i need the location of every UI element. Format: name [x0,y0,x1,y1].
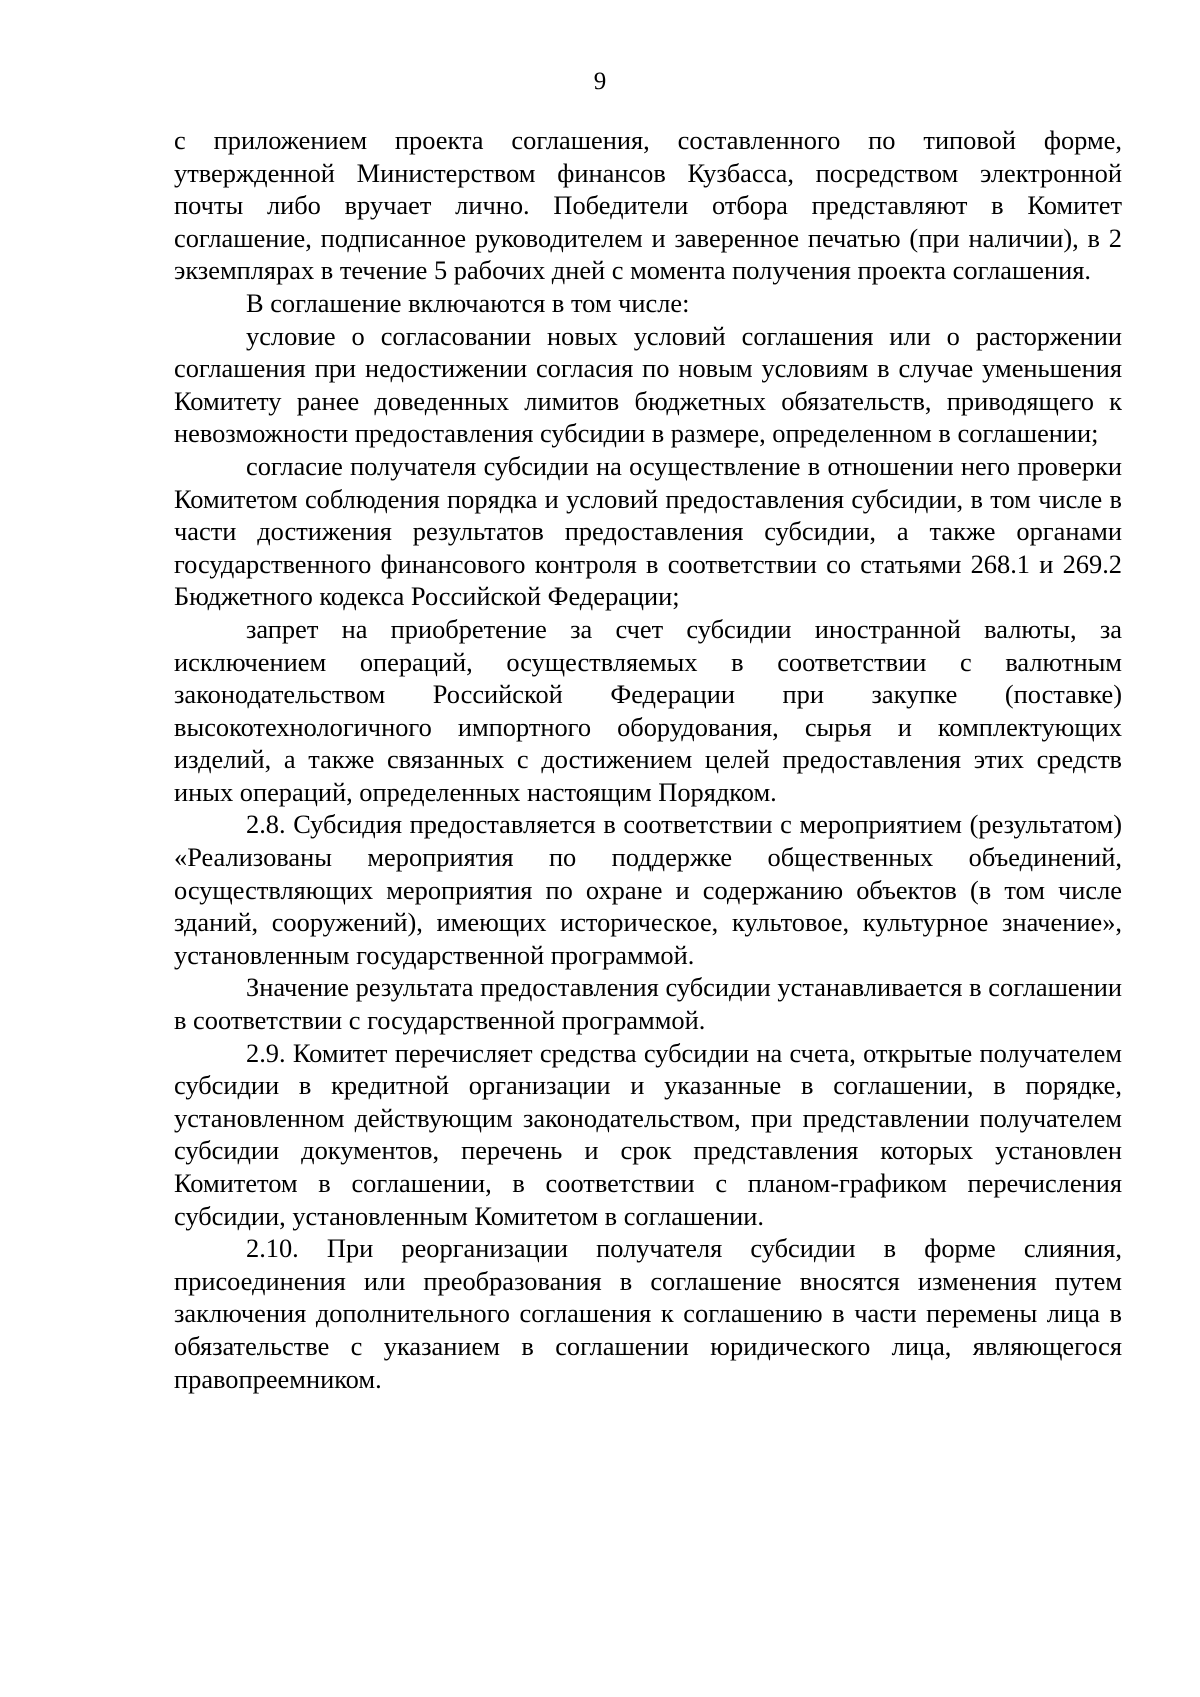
paragraph: В соглашение включаются в том числе: [246,287,690,318]
paragraph: с приложением проекта соглашения, составленного по типовой форме, утвержденной Министерством финансов Кузбасса, посредством электронной почты либо вручает лично. Победители отбора представляют в Комитет соглашение, подписанное руководителем и заверенное печатью (при наличии), в 2 экземплярах в течение 5 рабочих дней с момента получения проекта соглашения. [174,125,1122,286]
paragraph: согласие получателя субсидии на осуществление в отношении него проверки Комитетом соблюдения порядка и условий предоставления субсидии, в том числе в части достижения результатов предоставления субсидии, а также органами государственного финансового контроля в соответствии со статьями 268.1 и 269.2 Бюджетного кодекса Российской Федерации; [174,450,1122,612]
document-body [174,124,1122,1395]
paragraph: 2.8. Субсидия предоставляется в соответствии с мероприятием (результатом) «Реализованы мероприятия по поддержке общественных объединений, осуществляющих мероприятия по охране и содержанию объектов (в том числе зданий, сооружений), имеющих историческое, культовое, культурное значение», установленным государственной программой. [174,809,1122,970]
paragraph: запрет на приобретение за счет субсидии иностранной валюты, за исключением операций, осуществляемых в соответствии с валютным законодательством Российской Федерации при закупке (поставке) высокотехнологичного импортного оборудования, сырья и комплектующих изделий, а также связанных с достижением целей предоставления этих средств иных операций, определенных настоящим Порядком. [174,613,1122,807]
paragraph: 2.10. При реорганизации получателя субсидии в форме слияния, присоединения или преобразования в соглашение вносятся изменения путем заключения дополнительного соглашения к соглашению в части перемены лица в обязательстве с указанием в соглашении юридического лица, являющегося правопреемником. [174,1233,1122,1394]
page-number: 9 [593,68,607,95]
paragraph: 2.9. Комитет перечисляет средства субсидии на счета, открытые получателем субсидии в кредитной организации и указанные в соглашении, в порядке, установленном действующим законодательством, при представлении получателем субсидии документов, перечень и срок представления которых установлен Комитетом в соглашении, в соответствии с планом-графиком перечисления субсидии, установленным Комитетом в соглашении. [174,1037,1122,1231]
paragraph: Значение результата предоставления субсидии устанавливается в соглашении в соответствии с государственной программой. [174,972,1122,1036]
paragraph: условие о согласовании новых условий соглашения или о расторжении соглашения при недостижении согласия по новым условиям в случае уменьшения Комитету ранее доведенных лимитов бюджетных обязательств, приводящего к невозможности предоставления субсидии в размере, определенном в соглашении; [174,320,1122,449]
